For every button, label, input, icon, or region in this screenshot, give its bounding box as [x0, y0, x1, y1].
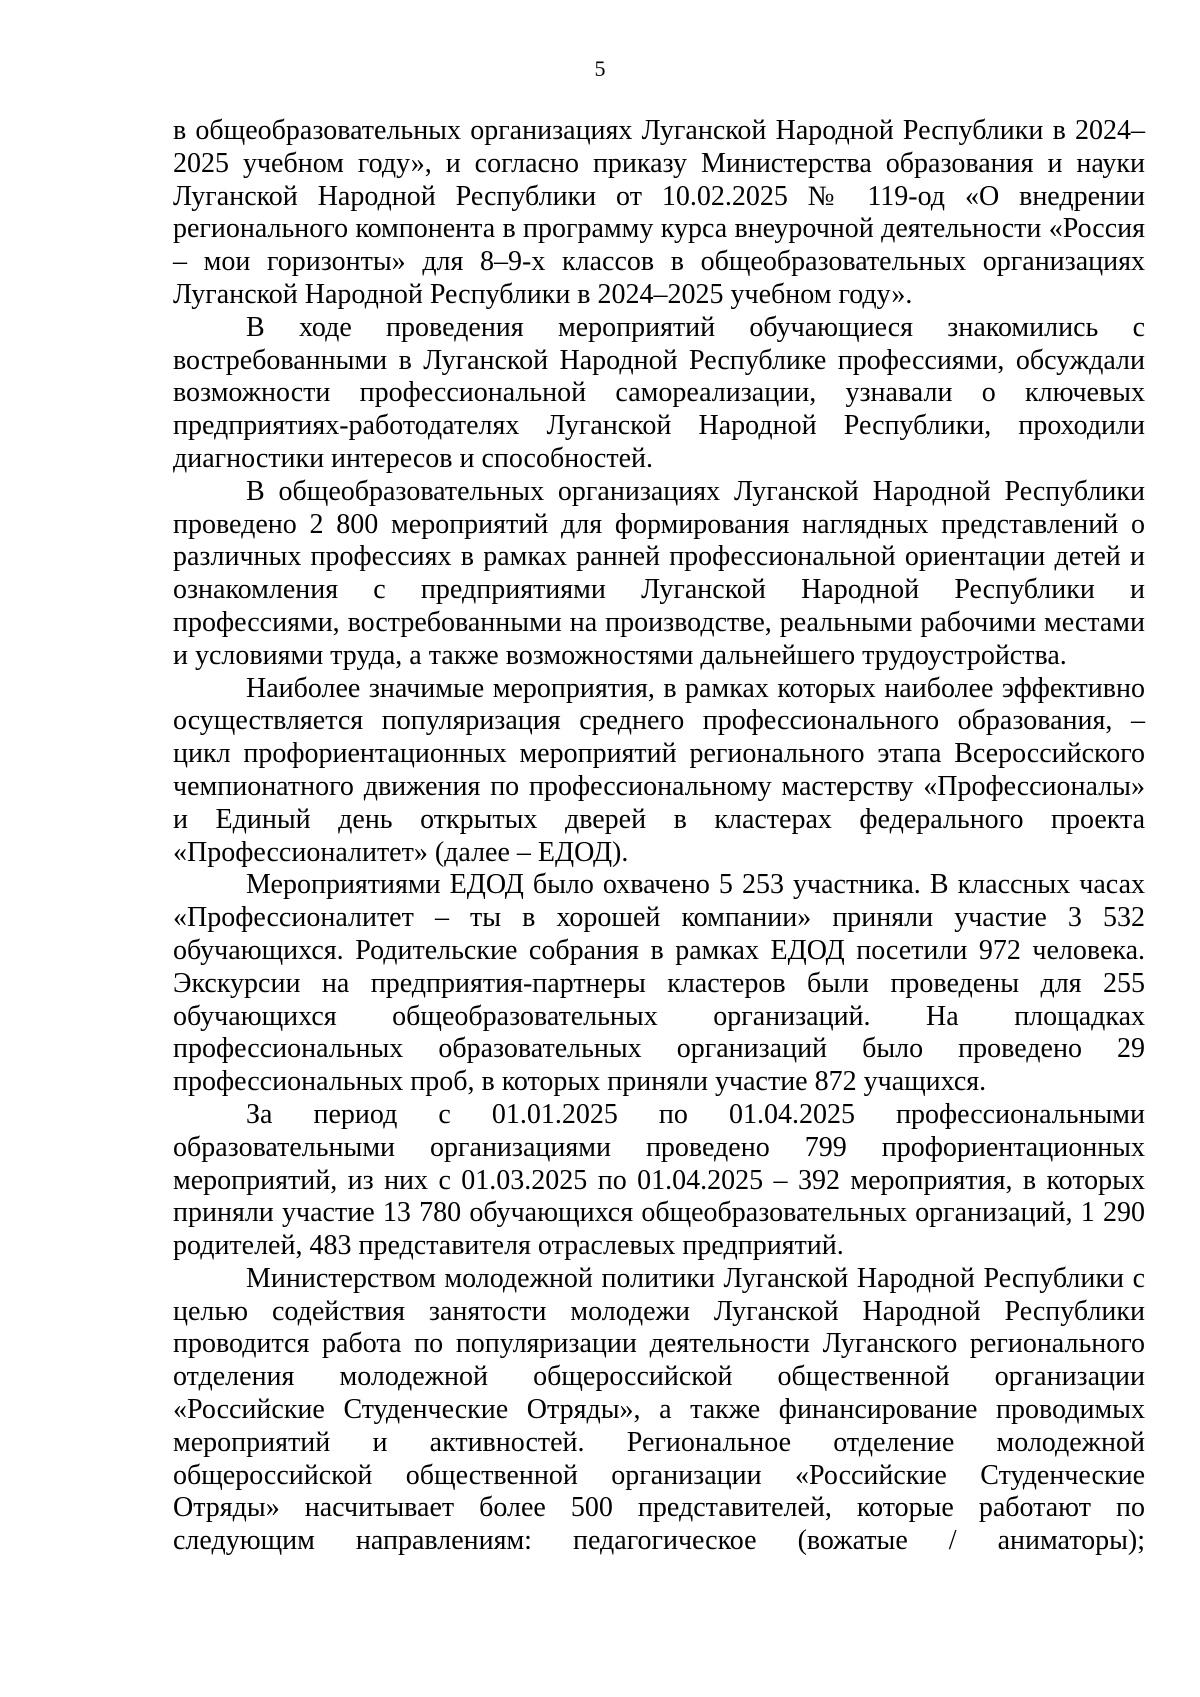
paragraph-edod-statistics: Мероприятиями ЕДОД было охвачено 5 253 участника. В классных часах «Профессионалитет – ты в хорошей компании» приняли участие 3 532 обучающихся. Родительские собрания в рамках ЕДОД посетили 972 человека. Экскурсии на предприятия-партнеры кластеров были проведены для 255 обучающихся общеобразовательных организаций. На площадках профессиональных образовательных организаций было проведено 29 профессиональных проб, в которых приняли участие 872 учащихся. — [173, 869, 1145, 1098]
paragraph-key-events: Наиболее значимые мероприятия, в рамках которых наиболее эффективно осуществляется популяризация среднего профессионального образования, – цикл профориентационных мероприятий регионального этапа Всероссийского чемпионатного движения по профессиональному мастерству «Профессионалы» и Единый день открытых дверей в кластерах федерального проекта «Профессионалитет» (далее – ЕДОД). — [173, 672, 1145, 868]
paragraph-order-reference: в общеобразовательных организациях Луганской Народной Республики в 2024–2025 учебном году», и согласно приказу Министерства образования и науки Луганской Народной Республики от 10.02.2025 № 119-од «О внедрении регионального компонента в программу курса внеурочной деятельности «Россия – мои горизонты» для 8–9-х классов в общеобразовательных организациях Луганской Народной Республики в 2024–2025 учебном году». — [173, 115, 1145, 310]
page-number: 5 — [594, 56, 606, 81]
paragraph-early-career-events: В общеобразовательных организациях Луганской Народной Республики проведено 2 800 мероприятий для формирования наглядных представлений о различных профессиях в рамках ранней профессиональной ориентации детей и ознакомления с предприятиями Луганской Народной Республики и профессиями, востребованными на производстве, реальными рабочими местами и условиями труда, а также возможностями дальнейшего трудоустройства. — [173, 475, 1145, 671]
paragraph-activities-overview: В ходе проведения мероприятий обучающиеся знакомились с востребованными в Луганской Народной Республике профессиями, обсуждали возможности профессиональной самореализации, узнавали о ключевых предприятиях-работодателях Луганской Народной Республики, проходили диагностики интересов и способностей. — [173, 311, 1145, 474]
document-body — [173, 115, 1145, 1558]
paragraph-period-statistics: За период с 01.01.2025 по 01.04.2025 профессиональными образовательными организациями проведено 799 профориентационных мероприятий, из них с 01.03.2025 по 01.04.2025 – 392 мероприятия, в которых приняли участие 13 780 обучающихся общеобразовательных организаций, 1 290 родителей, 483 представителя отраслевых предприятий. — [173, 1098, 1145, 1262]
paragraph-youth-policy: Министерством молодежной политики Луганской Народной Республики с целью содействия занятости молодежи Луганской Народной Республики проводится работа по популяризации деятельности Луганского регионального отделения молодежной общероссийской общественной организации «Российские Студенческие Отряды», а также финансирование проводимых мероприятий и активностей. Региональное отделение молодежной общероссийской общественной организации «Российские Студенческие Отряды» насчитывает более 500 представителей, которые работают по следующим направлениям: педагогическое (вожатые / аниматоры); — [173, 1262, 1145, 1557]
